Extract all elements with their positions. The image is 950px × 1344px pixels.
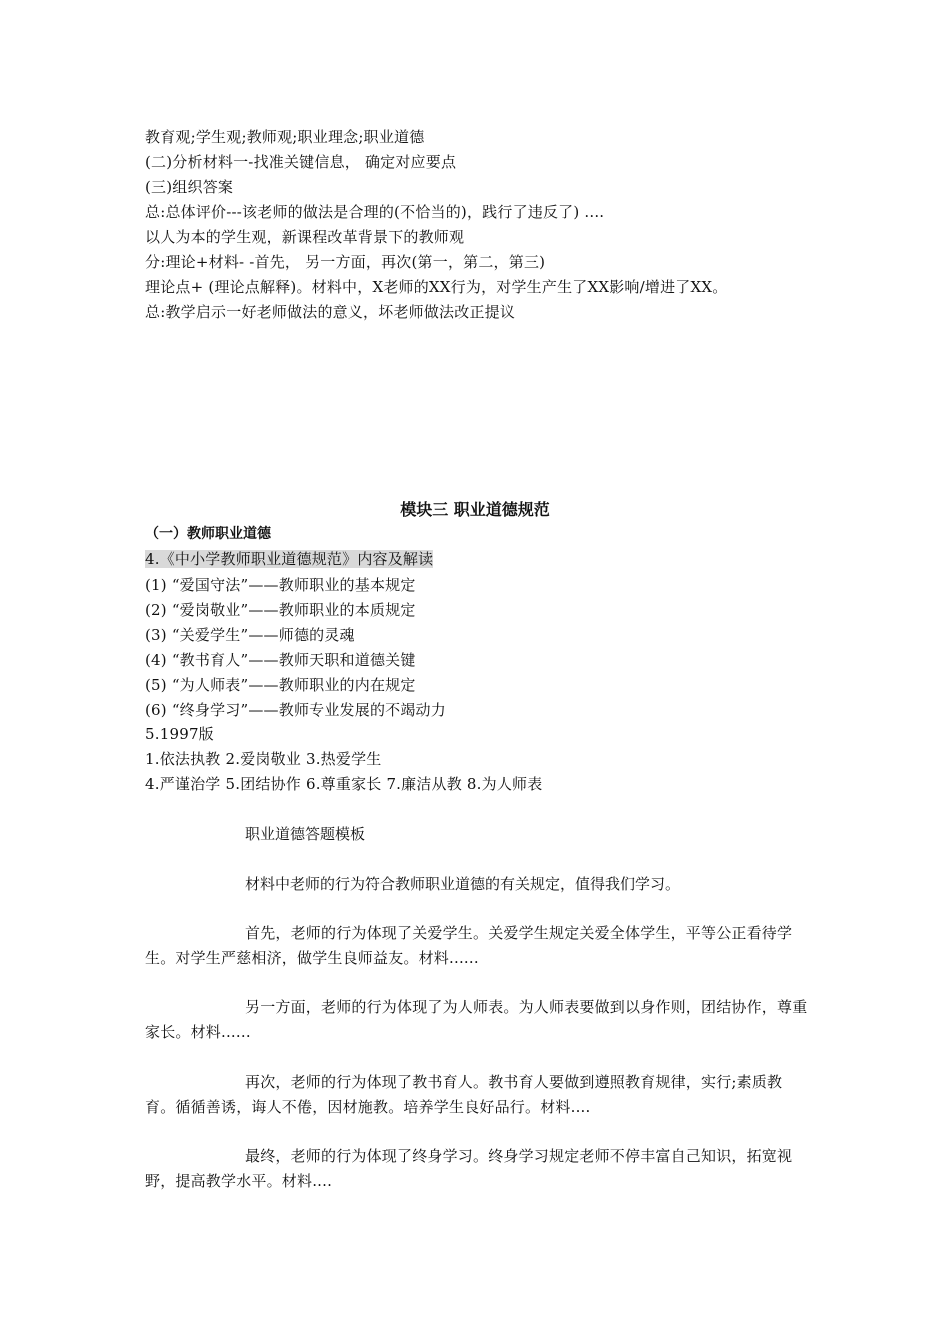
section-subheading: （一）教师职业道德	[145, 526, 271, 542]
list-item: (4) “教书育人”——教师天职和道德关键	[145, 651, 416, 669]
text-line: 以人为本的学生观，新课程改革背景下的教师观	[145, 228, 465, 246]
version-items: 4.严谨治学 5.团结协作 6.尊重家长 7.廉洁从教 8.为人师表	[145, 775, 543, 793]
template-paragraph: 再次，老师的行为体现了教书育人。教书育人要做到遵照教育规律，实行;素质教育。循循善诱，诲人不倦，因材施教。培养学生良好品行。材料....	[145, 1073, 783, 1116]
text-line: 分:理论+材料- -首先， 另一方面，再次(第一，第二，第三)	[145, 253, 546, 271]
text-line: 理论点+ (理论点解释)。材料中，X老师的XX行为，对学生产生了XX影响/增进了XX。	[145, 278, 728, 296]
template-paragraph: 首先，老师的行为体现了关爱学生。关爱学生规定关爱全体学生，平等公正看待学生。对学生严慈相济，做学生良师益友。材料......	[145, 924, 793, 967]
template-heading: 职业道德答题模板	[245, 825, 366, 843]
text-line: 总:教学启示一好老师做法的意义，坏老师做法改正提议	[145, 303, 516, 321]
text-line: (三)组织答案	[145, 178, 234, 196]
list-item: (5) “为人师表”——教师职业的内在规定	[145, 676, 416, 694]
module-title: 模块三 职业道德规范	[400, 500, 550, 519]
list-item: (6) “终身学习”——教师专业发展的不竭动力	[145, 701, 446, 719]
text-line: 教育观;学生观;教师观;职业理念;职业道德	[145, 128, 425, 146]
text-line: (二)分析材料一-找准关键信息， 确定对应要点	[145, 153, 457, 171]
list-item: (2) “爱岗敬业”——教师职业的本质规定	[145, 601, 416, 619]
text-line: 总:总体评价---该老师的做法是合理的(不恰当的)，践行了违反了) ....	[145, 203, 605, 221]
list-item: (1) “爱国守法”——教师职业的基本规定	[145, 576, 416, 594]
template-intro: 材料中老师的行为符合教师职业道德的有关规定，值得我们学习。	[245, 875, 681, 893]
version-line: 5.1997版	[145, 725, 214, 743]
template-paragraph: 另一方面，老师的行为体现了为人师表。为人师表要做到以身作则，团结协作，尊重家长。材料......	[145, 998, 808, 1041]
version-items: 1.依法执教 2.爱岗敬业 3.热爱学生	[145, 750, 382, 768]
template-paragraph: 最终，老师的行为体现了终身学习。终身学习规定老师不停丰富自己知识，拓宽视野，提高教学水平。材料....	[145, 1147, 793, 1190]
list-item: (3) “关爱学生”——师德的灵魂	[145, 626, 355, 644]
highlighted-line: 4.《中小学教师职业道德规范》内容及解读	[145, 550, 434, 568]
